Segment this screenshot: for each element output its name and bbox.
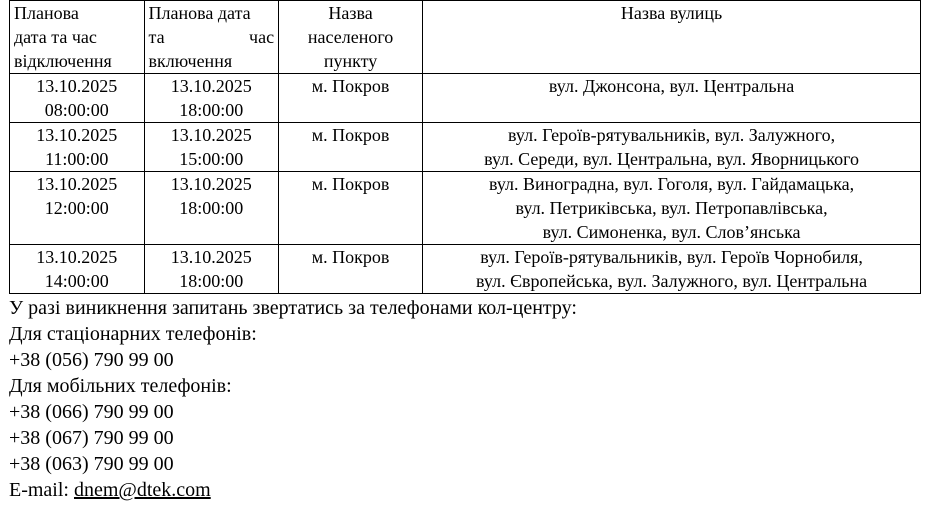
- cell-streets: [423, 245, 921, 294]
- off-time: 12:00:00: [44, 198, 109, 218]
- mobile-phone: +38 (066) 790 99 00: [9, 401, 174, 423]
- off-time: 11:00:00: [45, 149, 109, 169]
- mobile-phone: +38 (067) 790 99 00: [9, 427, 174, 449]
- off-date: 13.10.2025: [36, 76, 118, 96]
- header-streets: [423, 1, 921, 74]
- cell-streets: [423, 172, 921, 245]
- on-date: 13.10.2025: [170, 125, 252, 145]
- mobile-phone: +38 (063) 790 99 00: [9, 453, 174, 475]
- table-row: [10, 172, 921, 245]
- cell-planned-on: [144, 123, 279, 172]
- cell-planned-on: [144, 74, 279, 123]
- on-time: 18:00:00: [179, 100, 244, 120]
- header-settlement: [279, 1, 423, 74]
- table-row: [10, 74, 921, 123]
- contacts-section: [9, 295, 921, 503]
- header-text: населеного: [307, 27, 394, 47]
- cell-planned-off: [10, 245, 145, 294]
- header-text: пункту: [323, 51, 378, 71]
- streets-line: вул. Героїв-рятувальників, вул. Залужного,: [508, 125, 836, 145]
- on-time: 18:00:00: [179, 271, 244, 291]
- cell-planned-on: [144, 245, 279, 294]
- settlement-name: м. Покров: [311, 125, 390, 145]
- settlement-name: м. Покров: [311, 247, 390, 267]
- on-date: 13.10.2025: [170, 174, 252, 194]
- table-row: [10, 245, 921, 294]
- landline-label: Для стаціонарних телефонів:: [9, 323, 257, 345]
- streets-line: вул. Джонсона, вул. Центральна: [548, 76, 795, 96]
- cell-planned-off: [10, 172, 145, 245]
- email-label: E-mail:: [9, 479, 74, 501]
- cell-settlement: [279, 172, 423, 245]
- mobile-label: Для мобільних телефонів:: [9, 375, 232, 397]
- table-header-row: [10, 1, 921, 74]
- header-text: дата та час: [14, 27, 97, 47]
- cell-planned-off: [10, 123, 145, 172]
- on-date: 13.10.2025: [170, 76, 252, 96]
- streets-line: вул. Середи, вул. Центральна, вул. Яворницького: [484, 149, 860, 169]
- cell-planned-on: [144, 172, 279, 245]
- contacts-intro: У разі виникнення запитань звертатись за телефонами кол-центру:: [9, 297, 577, 319]
- settlement-name: м. Покров: [311, 76, 390, 96]
- header-text: Назва вулиць: [620, 3, 723, 23]
- header-planned-on: [144, 1, 279, 74]
- settlement-name: м. Покров: [311, 174, 390, 194]
- off-time: 08:00:00: [44, 100, 109, 120]
- off-date: 13.10.2025: [36, 174, 118, 194]
- table-row: [10, 123, 921, 172]
- on-date: 13.10.2025: [170, 247, 252, 267]
- cell-settlement: [279, 245, 423, 294]
- streets-line: вул. Виноградна, вул. Гоголя, вул. Гайдамацька,: [488, 174, 855, 194]
- landline-phone: +38 (056) 790 99 00: [9, 349, 174, 371]
- header-text: Планова: [14, 3, 79, 23]
- cell-settlement: [279, 123, 423, 172]
- on-time: 18:00:00: [179, 198, 244, 218]
- streets-line: вул. Європейська, вул. Залужного, вул. Центральна: [476, 271, 868, 291]
- header-text: Планова дата: [148, 3, 251, 23]
- streets-line: вул. Петриківська, вул. Петропавлівська,: [515, 198, 828, 218]
- cell-planned-off: [10, 74, 145, 123]
- email-line: [9, 477, 921, 503]
- header-planned-off: [10, 1, 145, 74]
- off-date: 13.10.2025: [36, 125, 118, 145]
- streets-line: вул. Симоненка, вул. Слов’янська: [542, 222, 801, 242]
- email-link[interactable]: dnem@dtek.com: [73, 479, 211, 501]
- header-text: Назва: [328, 3, 373, 23]
- streets-line: вул. Героїв-рятувальників, вул. Героїв Чорнобиля,: [480, 247, 863, 267]
- document-page: [9, 0, 921, 503]
- header-text: відключення: [14, 51, 112, 71]
- cell-streets: [423, 74, 921, 123]
- cell-streets: [423, 123, 921, 172]
- header-text: включення: [148, 51, 233, 71]
- outage-schedule-table: [9, 0, 921, 294]
- header-text: та час: [148, 27, 275, 47]
- on-time: 15:00:00: [179, 149, 244, 169]
- off-time: 14:00:00: [44, 271, 109, 291]
- off-date: 13.10.2025: [36, 247, 118, 267]
- cell-settlement: [279, 74, 423, 123]
